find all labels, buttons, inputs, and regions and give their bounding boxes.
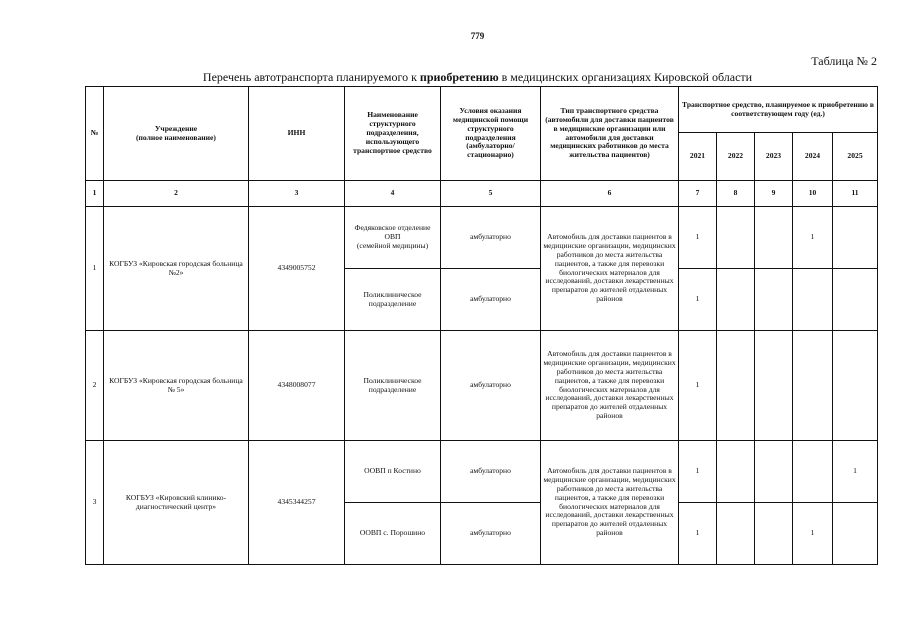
year-2024-value: 1: [793, 503, 833, 565]
header-conditions: Условия оказания медицинской помощи структурного подразделения (амбулаторно/ стационарно): [441, 87, 541, 181]
col-number: 9: [755, 181, 793, 207]
year-2021-value: 1: [679, 503, 717, 565]
document-title: [0, 70, 905, 85]
year-2022-value: [717, 269, 755, 331]
year-2023-value: [755, 269, 793, 331]
inn-value: 4349005752: [249, 207, 345, 331]
row-number: 3: [86, 441, 104, 565]
conditions-value: амбулаторно: [441, 441, 541, 503]
header-year-2025: 2025: [833, 133, 878, 181]
vehicle-description: Автомобиль для доставки пациентов в медицинские организации, медицинских работников до места жительства пациентов, а также для перевозки биологических материалов для исследований, доставки лекарственных препаратов до жителей отдаленных районов: [541, 441, 679, 565]
header-institution: Учреждение (полное наименование): [104, 87, 249, 181]
header-inn: ИНН: [249, 87, 345, 181]
col-number: 3: [249, 181, 345, 207]
year-2025-value: 1: [833, 441, 878, 503]
division-name: ООВП с. Порошино: [345, 503, 441, 565]
institution-name: КОГБУЗ «Кировская городская больница №2»: [104, 207, 249, 331]
year-2023-value: [755, 331, 793, 441]
year-2025-value: [833, 269, 878, 331]
col-number: 6: [541, 181, 679, 207]
header-year-2024: 2024: [793, 133, 833, 181]
col-number: 5: [441, 181, 541, 207]
year-2022-value: [717, 441, 755, 503]
year-2021-value: 1: [679, 441, 717, 503]
col-number: 11: [833, 181, 878, 207]
year-2023-value: [755, 441, 793, 503]
year-2024-value: [793, 269, 833, 331]
year-2022-value: [717, 207, 755, 269]
page-number: 779: [470, 31, 485, 41]
year-2021-value: 1: [679, 331, 717, 441]
row-number: 1: [86, 207, 104, 331]
header-vehicle-type: Тип транспортного средства (автомобили для доставки пациентов в медицинские организации или автомобили для доставки медицинских работников до места жительства пациентов): [541, 87, 679, 181]
col-number: 7: [679, 181, 717, 207]
year-2024-value: [793, 441, 833, 503]
conditions-value: амбулаторно: [441, 207, 541, 269]
year-2022-value: [717, 503, 755, 565]
year-2025-value: [833, 331, 878, 441]
institution-name: КОГБУЗ «Кировский клинико-диагностический центр»: [104, 441, 249, 565]
division-name: ООВП п Костино: [345, 441, 441, 503]
conditions-value: амбулаторно: [441, 503, 541, 565]
division-name: Поликлиническое подразделение: [345, 269, 441, 331]
division-name: Федяковское отделение ОВП (семейной медицины): [345, 207, 441, 269]
col-number: 1: [86, 181, 104, 207]
conditions-value: амбулаторно: [441, 331, 541, 441]
row-number: 2: [86, 331, 104, 441]
conditions-value: амбулаторно: [441, 269, 541, 331]
header-year-2022: 2022: [717, 133, 755, 181]
title-bold-word: приобретению: [419, 70, 499, 84]
header-planned: Транспортное средство, планируемое к приобретению в соответствующем году (ед.): [679, 87, 878, 133]
inn-value: 4348008077: [249, 331, 345, 441]
year-2025-value: [833, 207, 878, 269]
division-name: Поликлиническое подразделение: [345, 331, 441, 441]
year-2023-value: [755, 207, 793, 269]
year-2024-value: [793, 331, 833, 441]
title-part-1: Перечень автотранспорта планируемого к: [202, 70, 420, 84]
col-number: 2: [104, 181, 249, 207]
year-2024-value: 1: [793, 207, 833, 269]
institution-name: КОГБУЗ «Кировская городская больница № 5»: [104, 331, 249, 441]
table-label: Таблица № 2: [811, 54, 877, 68]
col-number: 4: [345, 181, 441, 207]
vehicle-table: [85, 86, 878, 565]
title-part-2: в медицинских организациях Кировской области: [498, 70, 753, 84]
vehicle-description: Автомобиль для доставки пациентов в медицинские организации, медицинских работников до места жительства пациентов, а также для перевозки биологических материалов для исследований, доставки лекарственных препаратов до жителей отдаленных районов: [541, 207, 679, 331]
year-2025-value: [833, 503, 878, 565]
year-2021-value: 1: [679, 269, 717, 331]
col-number: 10: [793, 181, 833, 207]
inn-value: 4345344257: [249, 441, 345, 565]
header-no: №: [86, 87, 104, 181]
year-2021-value: 1: [679, 207, 717, 269]
header-year-2023: 2023: [755, 133, 793, 181]
year-2023-value: [755, 503, 793, 565]
vehicle-description: Автомобиль для доставки пациентов в медицинские организации, медицинских работников до места жительства пациентов, а также для перевозки биологических материалов для исследований, доставки лекарственных препаратов до жителей отдаленных районов: [541, 331, 679, 441]
header-year-2021: 2021: [679, 133, 717, 181]
header-division: Наименование структурного подразделения, использующего транспортное средство: [345, 87, 441, 181]
year-2022-value: [717, 331, 755, 441]
col-number: 8: [717, 181, 755, 207]
